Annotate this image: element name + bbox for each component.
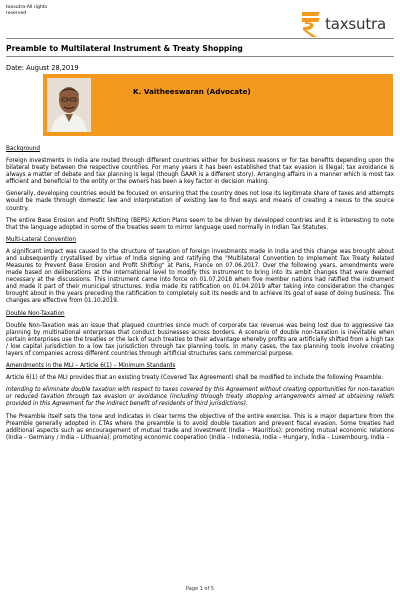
section-heading: Double Non-Taxation [6, 310, 65, 317]
paragraph: Foreign Investments in India are routed through different countries either for business reasons or for tax benefits depending upon the bilateral treaty between the respective countries. For many years it has been established that tax evasion is illegal; tax avoidance is always a matter of debate and tax planning is legal (though GAAR is a different story). Arranging affairs in a manner which is most tax efficient and beneficial to the entity or the owners has been a key factor in decision making. [6, 158, 394, 186]
paragraph: Article 6(1) of the MLI provides that an existing treaty (Covered Tax Agreement) shall be modified to include the following Preamble: [6, 375, 384, 382]
paragraph: The entire Base Erosion and Profit Shifting (BEPS) Action Plans seem to be driven by developed countries and it is interesting to note that the language adopted in some of the treaties seem to mirror language used normally in Indian Tax Statutes. [6, 217, 394, 231]
preamble-quote: Intending to eliminate double taxation with respect to taxes covered by this Agreement without creating opportunities for non-taxation or reduced taxation through tax evasion or avoidance (including through treaty shopping arrangements aimed at obtaining reliefs provided in this Agreement for the indirect benefit of residents of third jurisdictions). [6, 387, 394, 408]
brand-name: taxsutra [325, 15, 386, 33]
section-heading: Background [6, 146, 40, 152]
rupee-logo-icon [300, 10, 322, 38]
paragraph: The Preamble itself sets the tone and indicates in clear terms the objective of the entire exercise. This is a major departure from the Preamble generally adopted in CTAs where the preamble is to avoid double taxation and prevent fiscal evasion. Some treaties had additional aspects such as encouragement of mutual trade and investment (India – Mauritius); promoting mutual economic relations (India – Germany / India – Lithuania); promoting economic cooperation (India – Indonesia, India – Hungary, India – Luxembourg, India – [6, 413, 394, 441]
section-heading: Multi-Lateral Convention [6, 237, 76, 244]
page-title: Preamble to Multilateral Instrument & Treaty Shopping [6, 44, 243, 53]
section-heading: Amendments in the MLI – Article 6(1) – Minimum Standards [6, 363, 176, 370]
rights-notice: taxsutra-All rights reserved [6, 5, 48, 16]
author-name: K. Vaitheeswaran (Advocate) [133, 87, 251, 96]
header-divider [6, 38, 394, 39]
page-number: Page 1 of 5 [185, 586, 215, 592]
publish-date: Date: August 28,2019 [6, 64, 79, 72]
paragraph: Generally, developing countries would be focused on ensuring that the country does not lose its legitimate share of taxes and attempts would be made through domestic law and interpretation of existing law to find ways and means of creating a nexus to the source country. [6, 191, 394, 212]
title-divider [6, 56, 394, 57]
author-banner [43, 74, 393, 136]
article-body [6, 146, 394, 447]
taxsutra-logo[interactable] [300, 10, 386, 38]
author-photo [47, 78, 91, 132]
paragraph: A significant impact was caused to the structure of taxation of foreign investments made in India and this change was brought about and subsequently crystallised by virtue of India signing and ratifying the "Multilateral Convention to Implement Tax Treaty Related Measures to Prevent Base Erosion and Profit Shifting" at Paris, France on 07.06.2017. Over the following years, amendments were made based on deliberations at the international level to modify this instrument to bring into its ambit changes that were deemed necessary at the discussions. This instrument came into force on 01.07.2018 when five member nations had ratified the instrument and made it part of their municipal structures. India made its ratification on 01.04.2019 after taking into consideration the changes brought about in the years preceding the ratification to completely suit its needs and to achieve its goal of ease of doing business. The changes are effective from 01.10.2019. [6, 249, 394, 305]
paragraph: Double Non-Taxation was an issue that plagued countries since much of corporate tax revenue was being lost due to aggressive tax planning by multinational enterprises that conduct businesses across borders. A scenario of double non-taxation is inevitable when certain enterprises use the treaties or the lack of such treaties to their advantage whereby profits are artificially shifted from a high tax / low capital jurisdiction to a low tax jurisdiction through tax planning tools. In many cases, the tax planning tools involve creating layers of companies across different countries through artificial structures sans commercial purpose. [6, 322, 394, 357]
